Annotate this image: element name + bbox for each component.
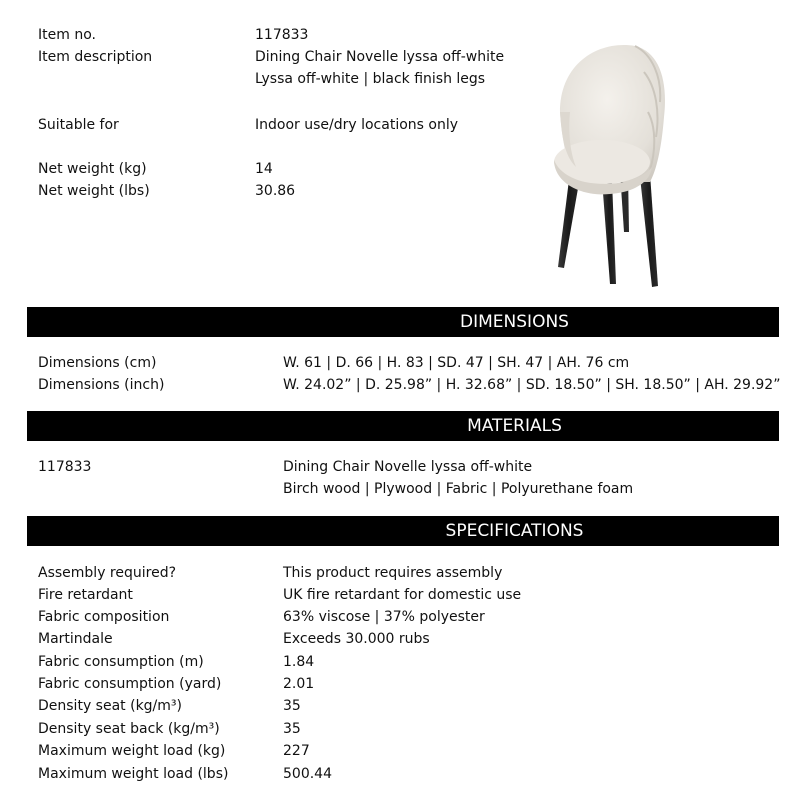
dimensions-inch-label: Dimensions (inch) [38,377,165,393]
spec-label: Assembly required? [38,565,177,581]
materials-line1: Dining Chair Novelle lyssa off-white [283,459,533,475]
chair-leg-back-right [640,174,658,287]
chair-leg-front-right [602,180,616,284]
spec-label: Fabric composition [38,609,170,625]
dimensions-header [27,307,779,337]
net-weight-lbs-label: Net weight (lbs) [38,183,150,199]
dimensions-cm-value: W. 61 | D. 66 | H. 83 | SD. 47 | SH. 47 | AH. 76 cm [283,355,630,371]
dimensions-cm-label: Dimensions (cm) [38,355,157,371]
spec-label: Martindale [38,631,113,647]
net-weight-kg-value: 14 [255,161,273,177]
item-description-line1: Dining Chair Novelle lyssa off-white [255,49,505,65]
spec-label: Fabric consumption (yard) [38,676,222,692]
dimensions-title: DIMENSIONS [460,312,569,332]
spec-label: Fire retardant [38,587,133,603]
spec-value: UK fire retardant for domestic use [283,587,522,603]
suitable-for-value: Indoor use/dry locations only [255,117,459,133]
spec-value: 1.84 [283,654,315,670]
materials-item-code: 117833 [38,459,92,475]
dimensions-inch-value: W. 24.02” | D. 25.98” | H. 32.68” | SD. 18.50” | SH. 18.50” | AH. 29.92” [283,377,781,393]
item-no-value: 117833 [255,27,309,43]
suitable-for-label: Suitable for [38,117,119,133]
chair-photo [540,32,670,292]
materials-title: MATERIALS [467,416,562,436]
spec-value: This product requires assembly [283,565,503,581]
spec-value: 500.44 [283,766,332,782]
item-description-label: Item description [38,49,153,65]
item-description-line2: Lyssa off-white | black finish legs [255,71,486,87]
spec-value: 63% viscose | 37% polyester [283,609,485,625]
item-no-label: Item no. [38,27,96,43]
materials-line2: Birch wood | Plywood | Fabric | Polyurethane foam [283,481,634,497]
spec-value: 35 [283,698,301,714]
specifications-header [27,516,779,546]
net-weight-kg-label: Net weight (kg) [38,161,147,177]
spec-label: Density seat back (kg/m³) [38,721,220,737]
specifications-title: SPECIFICATIONS [445,521,584,541]
spec-label: Fabric consumption (m) [38,654,204,670]
spec-value: 2.01 [283,676,315,692]
spec-value: 35 [283,721,301,737]
spec-value: Exceeds 30.000 rubs [283,631,430,647]
spec-value: 227 [283,743,310,759]
spec-label: Maximum weight load (lbs) [38,766,229,782]
materials-header [27,411,779,441]
net-weight-lbs-value: 30.86 [255,183,296,199]
spec-label: Maximum weight load (kg) [38,743,226,759]
spec-label: Density seat (kg/m³) [38,698,182,714]
